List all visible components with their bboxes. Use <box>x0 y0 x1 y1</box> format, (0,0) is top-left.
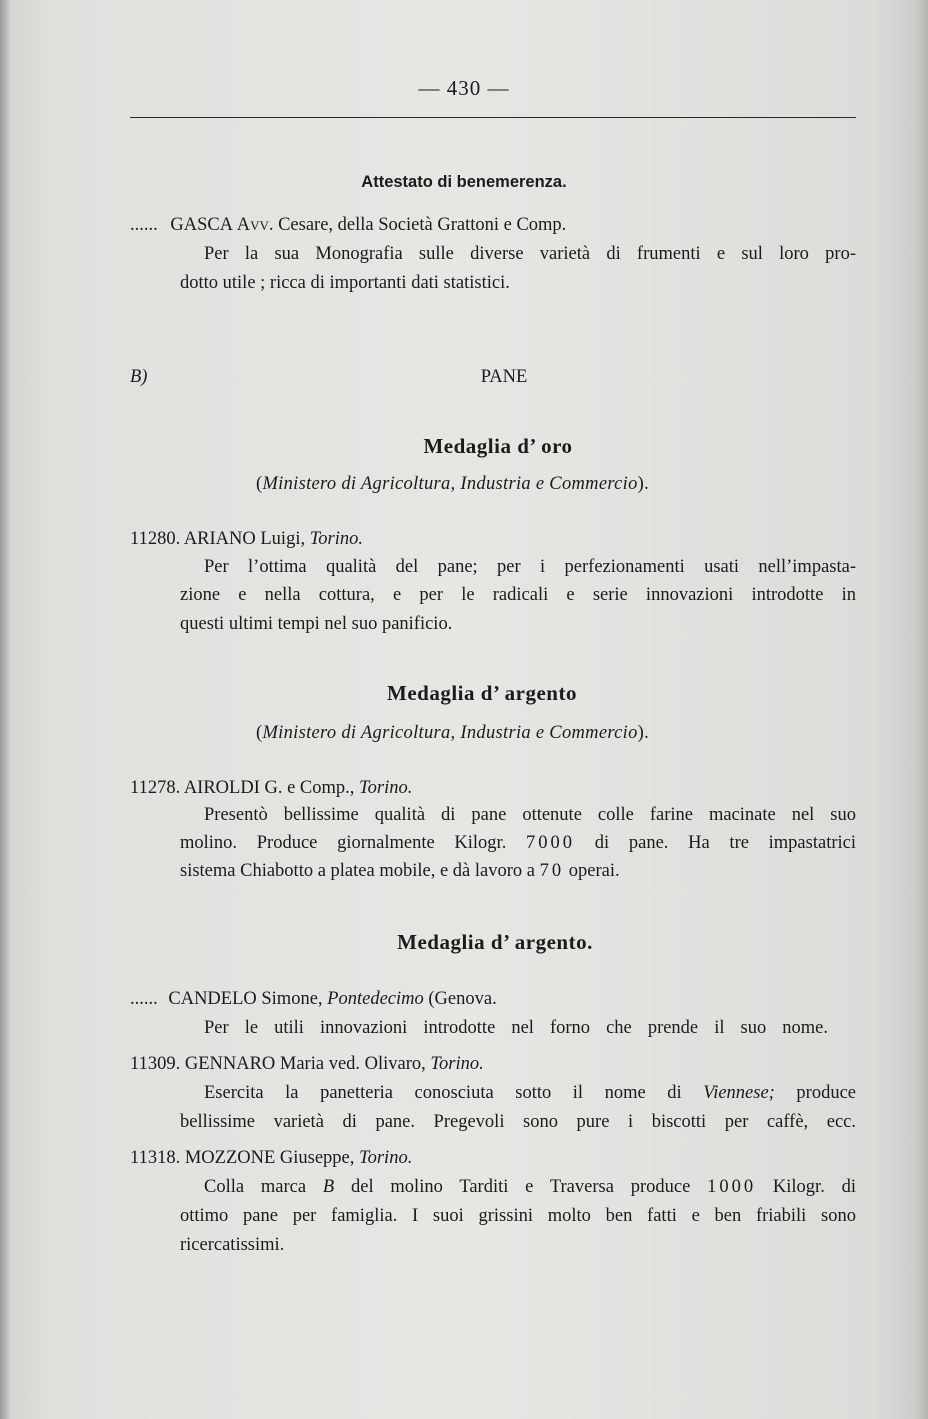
argento1-heading: Medaglia d’ argento <box>387 681 577 705</box>
entry-number: 11309. <box>130 1054 181 1074</box>
attestato-entry <box>130 213 566 237</box>
entry-name: MOZZONE Giuseppe, <box>184 1148 355 1168</box>
ministry-name: Ministero di Agricoltura, Industria e Commercio <box>262 723 638 743</box>
gennaro-desc-1 <box>204 1081 856 1105</box>
entry-rest: Cesare, della Società Grattoni e Comp. <box>278 215 567 235</box>
attestato-heading: Attestato di benemerenza. <box>361 173 567 191</box>
paren-open: ( <box>256 474 263 494</box>
gennaro-entry <box>130 1052 484 1076</box>
page-number: — 430 — <box>418 76 510 100</box>
mozzone-entry <box>130 1146 412 1170</box>
entry-city: Pontedecimo <box>327 989 424 1009</box>
desc-text: Colla marca <box>204 1177 307 1197</box>
paren-close: ). <box>637 474 650 494</box>
entry-number: 11278. <box>130 778 181 798</box>
entry-city: Torino. <box>309 529 364 549</box>
mozzone-desc-2: ottimo pane per famiglia. I suoi grissini molto ben fatti e ben friabili sono <box>180 1206 856 1226</box>
entry-name: GASCA <box>170 215 233 235</box>
desc-text: produce <box>796 1083 857 1103</box>
desc-italic: B <box>322 1177 335 1197</box>
desc-number: 70 <box>539 861 565 881</box>
header-rule <box>130 117 856 118</box>
candelo-desc: Per le utili innovazioni introdotte nel forno che prende il suo nome. <box>204 1018 828 1038</box>
desc-text: Esercita la panetteria conosciuta sotto il nome di <box>204 1083 682 1103</box>
ministry-name: Ministero di Agricoltura, Industria e Commercio <box>262 474 638 494</box>
scan-left-edge <box>0 0 10 1419</box>
attestato-desc-1: Per la sua Monografia sulle diverse varietà di frumenti e sul loro pro- <box>204 244 856 264</box>
entry-number: ...... <box>130 215 158 235</box>
desc-text: di pane. Ha tre impastatrici <box>594 833 856 853</box>
oro-desc-3: questi ultimi tempi nel suo panificio. <box>180 614 453 634</box>
desc-text: Kilogr. di <box>772 1177 857 1197</box>
desc-number: 7000 <box>526 833 576 853</box>
entry-title: Avv. <box>236 215 274 235</box>
entry-rest: (Genova. <box>428 989 497 1009</box>
desc-number: 1000 <box>707 1177 757 1197</box>
gennaro-desc-2: bellissime varietà di pane. Pregevoli sono pure i biscotti per caffè, ecc. <box>180 1112 856 1132</box>
entry-number: 11318. <box>130 1148 181 1168</box>
oro-desc-1: Per l’ottima qualità del pane; per i perfezionamenti usati nell’impasta- <box>204 557 856 577</box>
section-letter: B) <box>130 367 148 387</box>
entry-name: ARIANO Luigi, <box>183 529 306 549</box>
entry-name: GENNARO Maria ved. Olivaro, <box>184 1054 426 1074</box>
entry-number: 11280. <box>130 529 181 549</box>
entry-name: CANDELO Simone, <box>168 989 323 1009</box>
argento1-desc-1: Presentò bellissime qualità di pane ottenute colle farine macinate nel suo <box>204 805 856 825</box>
oro-heading: Medaglia d’ oro <box>423 434 573 458</box>
oro-entry <box>130 527 363 551</box>
argento2-heading: Medaglia d’ argento. <box>397 930 593 954</box>
argento1-entry <box>130 776 412 800</box>
paren-open: ( <box>256 723 263 743</box>
entry-city: Torino. <box>359 1148 413 1168</box>
argento1-desc-2 <box>180 831 856 855</box>
section-title: PANE <box>480 367 528 387</box>
attestato-desc-2: dotto utile ; ricca di importanti dati statistici. <box>180 273 510 293</box>
mozzone-desc-1 <box>204 1175 856 1199</box>
mozzone-desc-3: ricercatissimi. <box>180 1235 285 1255</box>
desc-text: del molino Tarditi e Traversa produce <box>351 1177 691 1197</box>
argento1-ministry <box>256 721 649 745</box>
candelo-entry <box>130 987 497 1011</box>
desc-text: sistema Chiabotto a platea mobile, e dà lavoro a <box>180 861 535 881</box>
paren-close: ). <box>637 723 650 743</box>
oro-desc-2: zione e nella cottura, e per le radicali e serie innovazioni introdotte in <box>180 585 856 605</box>
entry-city: Torino. <box>359 778 413 798</box>
desc-text: molino. Produce giornalmente Kilogr. <box>180 833 507 853</box>
oro-ministry <box>256 472 649 496</box>
entry-city: Torino. <box>430 1054 484 1074</box>
desc-italic: Viennese; <box>703 1083 775 1103</box>
entry-name: AIROLDI G. e Comp., <box>183 778 355 798</box>
argento1-desc-3 <box>180 859 620 883</box>
entry-number: ...... <box>130 989 158 1009</box>
desc-text: operai. <box>568 861 620 881</box>
scan-right-edge <box>914 0 928 1419</box>
